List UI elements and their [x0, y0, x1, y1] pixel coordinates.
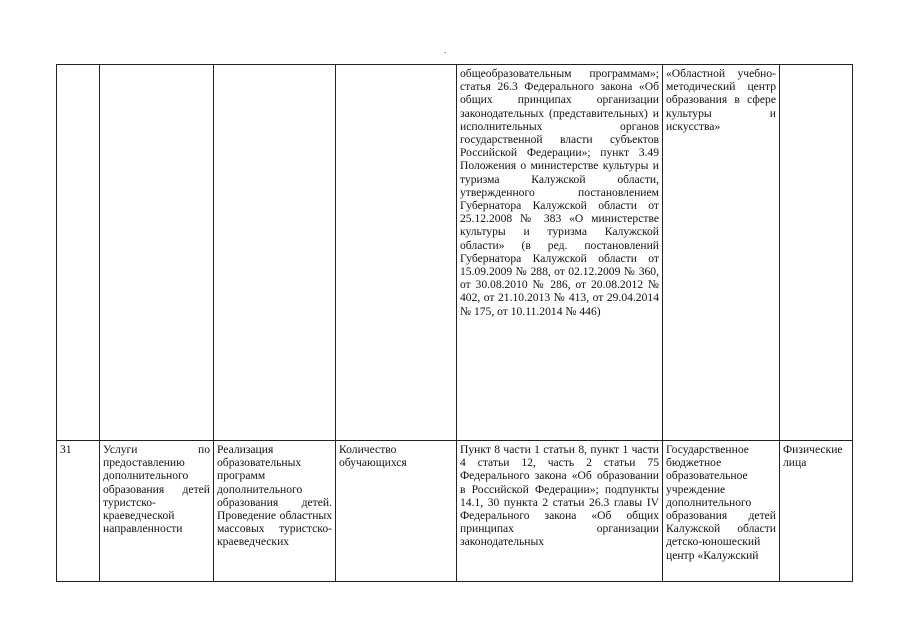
- cell-consumers-empty: [780, 65, 853, 441]
- table-row-31: [57, 441, 853, 582]
- table-row-continued: [57, 65, 853, 441]
- cell-content: Реализация образовательных программ дополнительного образования детей. Проведение областных массовых туристско-краеведческих: [214, 441, 336, 582]
- cell-indicator-empty: [336, 65, 457, 441]
- scan-speck: [444, 52, 446, 53]
- cell-legal-basis: Пункт 8 части 1 статьи 8, пункт 1 части 4 статьи 12, часть 2 статьи 75 Федерального закона «Об образовании в Российской Федерации»; подпункты 14.1, 30 пункта 2 статьи 26.3 главы IV Федерального закона «Об общих принципах организации законодательных: [457, 441, 663, 582]
- cell-content-empty: [214, 65, 336, 441]
- cell-legal-basis: общеобразовательным программам»; статья 26.3 Федерального закона «Об общих принципах организации законодательных (представительных) и исполнительных органов государственной власти субъектов Российской Федерации»; пункт 3.49 Положения о министерстве культуры и туризма Калужской области, утвержденного постановлением Губернатора Калужской области от 25.12.2008 № 383 «О министерстве культуры и туризма Калужской области» (в ред. постановлений Губернатора Калужской области от 15.09.2009 № 288, от 02.12.2009 № 360, от 30.08.2010 № 286, от 20.08.2012 № 402, от 21.10.2013 № 413, от 29.04.2014 № 175, от 10.11.2014 № 446): [457, 65, 663, 441]
- cell-indicator: Количество обучающихся: [336, 441, 457, 582]
- services-table: [56, 64, 853, 582]
- cell-number: 31: [57, 441, 100, 582]
- cell-service: Услуги по предоставлению дополнительного образования детей туристско-краеведческой направленности: [100, 441, 214, 582]
- cell-service-empty: [100, 65, 214, 441]
- cell-consumers: Физические лица: [780, 441, 853, 582]
- cell-number-empty: [57, 65, 100, 441]
- cell-provider: «Областной учебно-методический центр образования в сфере культуры и искусства»: [663, 65, 780, 441]
- cell-provider: Государственное бюджетное образовательное учреждение дополнительного образования детей Калужской области детско-юношеский центр «Калужский: [663, 441, 780, 582]
